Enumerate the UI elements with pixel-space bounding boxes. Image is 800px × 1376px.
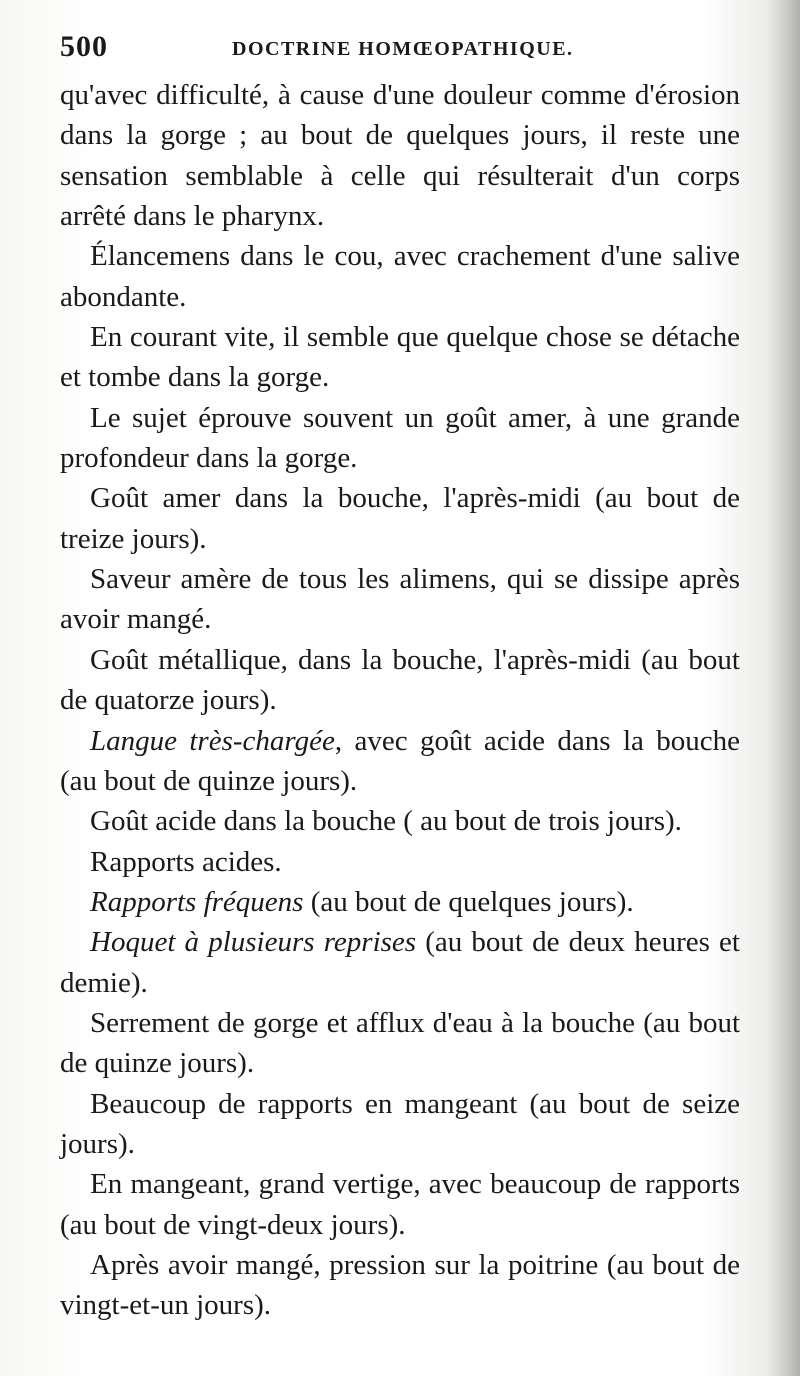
paragraph	[60, 398, 740, 479]
running-head: DOCTRINE HOMŒOPATHIQUE.	[232, 38, 574, 60]
paragraph	[60, 801, 740, 841]
paragraph-text: Serrement de gorge et afflux d'eau à la bouche (au bout de quinze jours).	[60, 1006, 740, 1080]
paragraph-continued	[60, 75, 740, 236]
paragraph	[60, 559, 740, 640]
paragraph-text: qu'avec difficulté, à cause d'une douleur comme d'érosion dans la gorge ; au bout de quelques jours, il reste une sensation semblable à celle qui résulterait d'un corps arrêté dans le pharynx.	[60, 79, 740, 233]
paragraph	[60, 721, 740, 802]
page-edge-shadow	[766, 0, 800, 1376]
paragraph-text: Beaucoup de rapports en mangeant (au bout de seize jours).	[60, 1087, 740, 1160]
paragraph	[60, 1245, 740, 1326]
paragraph	[60, 317, 740, 398]
paragraph-text: Goût métallique, dans la bouche, l'après-midi (au bout de quatorze jours).	[60, 643, 740, 717]
paragraph-italic: Hoquet à plusieurs reprises	[90, 926, 417, 959]
paragraph	[60, 922, 740, 1003]
paragraph	[60, 236, 740, 317]
paragraph	[60, 842, 740, 882]
paragraph-text: Le sujet éprouve souvent un goût amer, à une grande profondeur dans la gorge.	[60, 401, 740, 475]
paragraph-text: Saveur amère de tous les alimens, qui se dissipe après avoir mangé.	[60, 563, 740, 636]
paragraph	[60, 882, 740, 922]
paragraph-text: (au bout de deux heures et demie).	[60, 926, 740, 999]
paragraph	[60, 1003, 740, 1084]
paragraph	[60, 1084, 740, 1165]
body-text	[60, 75, 740, 1326]
paragraph-text: Élancemens dans le cou, avec crachement d'une salive abondante.	[60, 240, 740, 313]
paragraph	[60, 478, 740, 559]
page-number: 500	[60, 30, 108, 63]
paragraph	[60, 640, 740, 721]
paragraph-text: (au bout de quelques jours).	[303, 885, 634, 918]
paragraph-text: En mangeant, grand vertige, avec beaucoup de rapports (au bout de vingt-deux jours).	[60, 1168, 740, 1241]
paragraph-text: Goût acide dans la bouche ( au bout de trois jours).	[90, 805, 682, 838]
paragraph-italic: Langue très-chargée	[90, 724, 335, 757]
paragraph-text: Rapports acides.	[90, 845, 282, 878]
paragraph	[60, 1164, 740, 1245]
paragraph-text: , avec goût acide dans la bouche (au bout de quinze jours).	[60, 724, 740, 797]
paragraph-text: En courant vite, il semble que quelque chose se détache et tombe dans la gorge.	[60, 321, 740, 394]
paragraph-italic: Rapports fréquens	[90, 885, 304, 918]
page-header	[60, 26, 750, 66]
paragraph-text: Après avoir mangé, pression sur la poitrine (au bout de vingt-et-un jours).	[60, 1248, 740, 1322]
paragraph-text: Goût amer dans la bouche, l'après-midi (au bout de treize jours).	[60, 482, 740, 555]
